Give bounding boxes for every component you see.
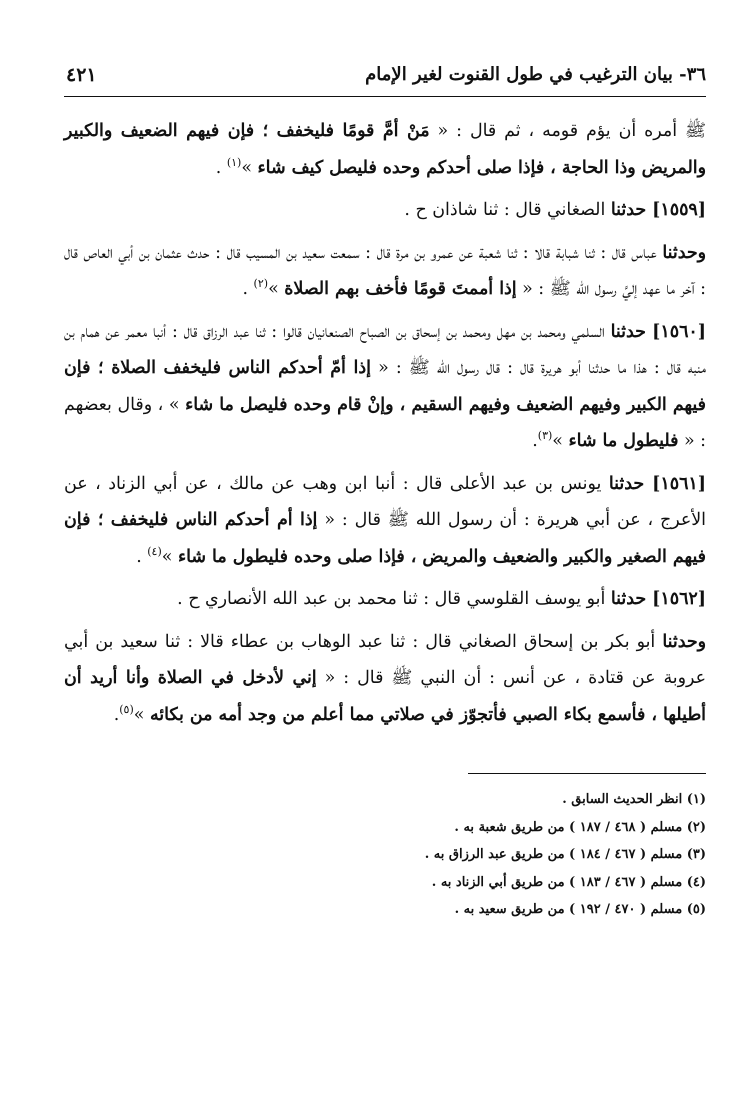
footnote-marker: (١) (226, 155, 242, 169)
text-run: عباس قال : ثنا شبابة قالا : ثنا شعبة عن عمرو بن مرة قال : سمعت سعيد بن المسيب قال : حدث عثمان بن أبي العاص قال : آخر ما عهد إليَّ رسول الله ﷺ : « (64, 242, 706, 299)
text-run: الصغاني قال : ثنا شاذان ح . (404, 200, 611, 220)
text-run: أبو يوسف القلوسي قال : ثنا محمد بن عبد الله الأنصاري ح . (177, 589, 611, 609)
text-run: يونس بن عبد الأعلى قال : أنبا ابن وهب عن مالك ، عن أبي الزناد ، عن الأعرج ، عن أبي هريرة : أن رسول الله ﷺ قال : « (64, 473, 706, 530)
hadith-paragraph (64, 192, 706, 229)
text-run: » (552, 431, 569, 451)
hadith-paragraph (64, 314, 706, 460)
chapter-title: ٣٦- بيان الترغيب في طول القنوت لغير الإمام (365, 64, 706, 85)
bold-text-run: إذا أم أحدكم الناس فليخفف ؛ فإن فيهم الصغير والكبير والضعيف والمريض ، فإذا صلى وحده فليطول ما شاء (64, 510, 706, 567)
page-header (64, 52, 706, 97)
footnote-marker: (٣) (537, 429, 553, 443)
text-run: » ، وقال بعضهم : « (64, 394, 706, 451)
hadith-paragraph (64, 624, 706, 734)
text-run: ﷺ أمره أن يؤم قومه ، ثم قال : « (429, 121, 707, 141)
text-run: » (161, 546, 178, 567)
text-run: . (242, 279, 254, 299)
bold-text-run: [١٥٦٠] حدثنا (610, 321, 706, 342)
text-run: السلمي ومحمد بن مهل ومحمد بن إسحاق بن الصباح الصنعانيان قالوا : ثنا عبد الرزاق قال : أنبا معمر عن همام بن منبه قال : هذا ما حدثنا أبو هريرة قال : قال رسول الله ﷺ : « (64, 321, 707, 378)
text-run: أبو بكر بن إسحاق الصغاني قال : ثنا عبد الوهاب بن عطاء قالا : ثنا سعيد بن أبي عروبة عن قتادة ، عن أنس : أن النبي ﷺ قال : « (64, 631, 706, 688)
footnotes-list (64, 786, 706, 924)
text-run: . (136, 546, 148, 567)
bold-text-run: وحدثنا (662, 631, 706, 652)
bold-text-run: فليطول ما شاء (568, 431, 679, 451)
bold-text-run: مَنْ أمَّ قومًا فليخفف ؛ فإن فيهم الضعيف والكبير والمريض وذا الحاجة ، فإذا صلى أحدكم وحده فليصل كيف شاء (64, 121, 706, 178)
book-page (64, 52, 706, 924)
bold-text-run: إذا أمّ أحدكم الناس فليخفف الصلاة ؛ فإن فيهم الكبير وفيهم الضعيف وفيهم السقيم ، وإنْ قام وحده فليصل ما شاء (64, 358, 706, 415)
hadith-paragraph (64, 466, 706, 576)
hadith-paragraph (64, 235, 706, 308)
text-run: . (113, 704, 120, 725)
bold-text-run: [١٥٦٢] حدثنا (610, 589, 706, 609)
bold-text-run: وحدثنا (662, 242, 706, 263)
footnote-divider (468, 773, 706, 774)
text-run: » (268, 279, 285, 299)
text-run: . (532, 431, 538, 451)
footnote: (١) انظر الحديث السابق . (562, 792, 706, 807)
footnote: (٥) مسلم ( ٤٧٠ / ١٩٢ ) من طريق سعيد به . (454, 902, 706, 917)
page-number: ٤٢١ (66, 64, 97, 86)
text-run: » (241, 157, 258, 178)
footnote-marker: (٤) (147, 544, 162, 558)
bold-text-run: [١٥٦١] حدثنا (608, 473, 706, 494)
hadith-paragraph (64, 113, 706, 186)
footnote-marker: (٥) (119, 702, 134, 716)
bold-text-run: إذا أممتَ قومًا فأخف بهم الصلاة (284, 279, 517, 299)
text-run: . (215, 157, 227, 178)
text-run: » (133, 704, 150, 725)
footnote: (٢) مسلم ( ٤٦٨ / ١٨٧ ) من طريق شعبة به . (454, 819, 706, 835)
bold-text-run: [١٥٥٩] حدثنا (610, 200, 706, 220)
footnote: (٣) مسلم ( ٤٦٧ / ١٨٤ ) من طريق عبد الرزاق به . (424, 847, 706, 862)
footnote-marker: (٢) (253, 277, 269, 291)
bold-text-run: إني لأدخل في الصلاة وأنا أريد أن أطيلها ، فأسمع بكاء الصبي فأتجوّز في صلاتي مما أعلم من وجد أمه من بكائه (64, 668, 706, 725)
footnote: (٤) مسلم ( ٤٦٧ / ١٨٣ ) من طريق أبي الزناد به . (431, 874, 706, 890)
hadith-paragraph (64, 581, 706, 618)
body-text (64, 113, 706, 733)
